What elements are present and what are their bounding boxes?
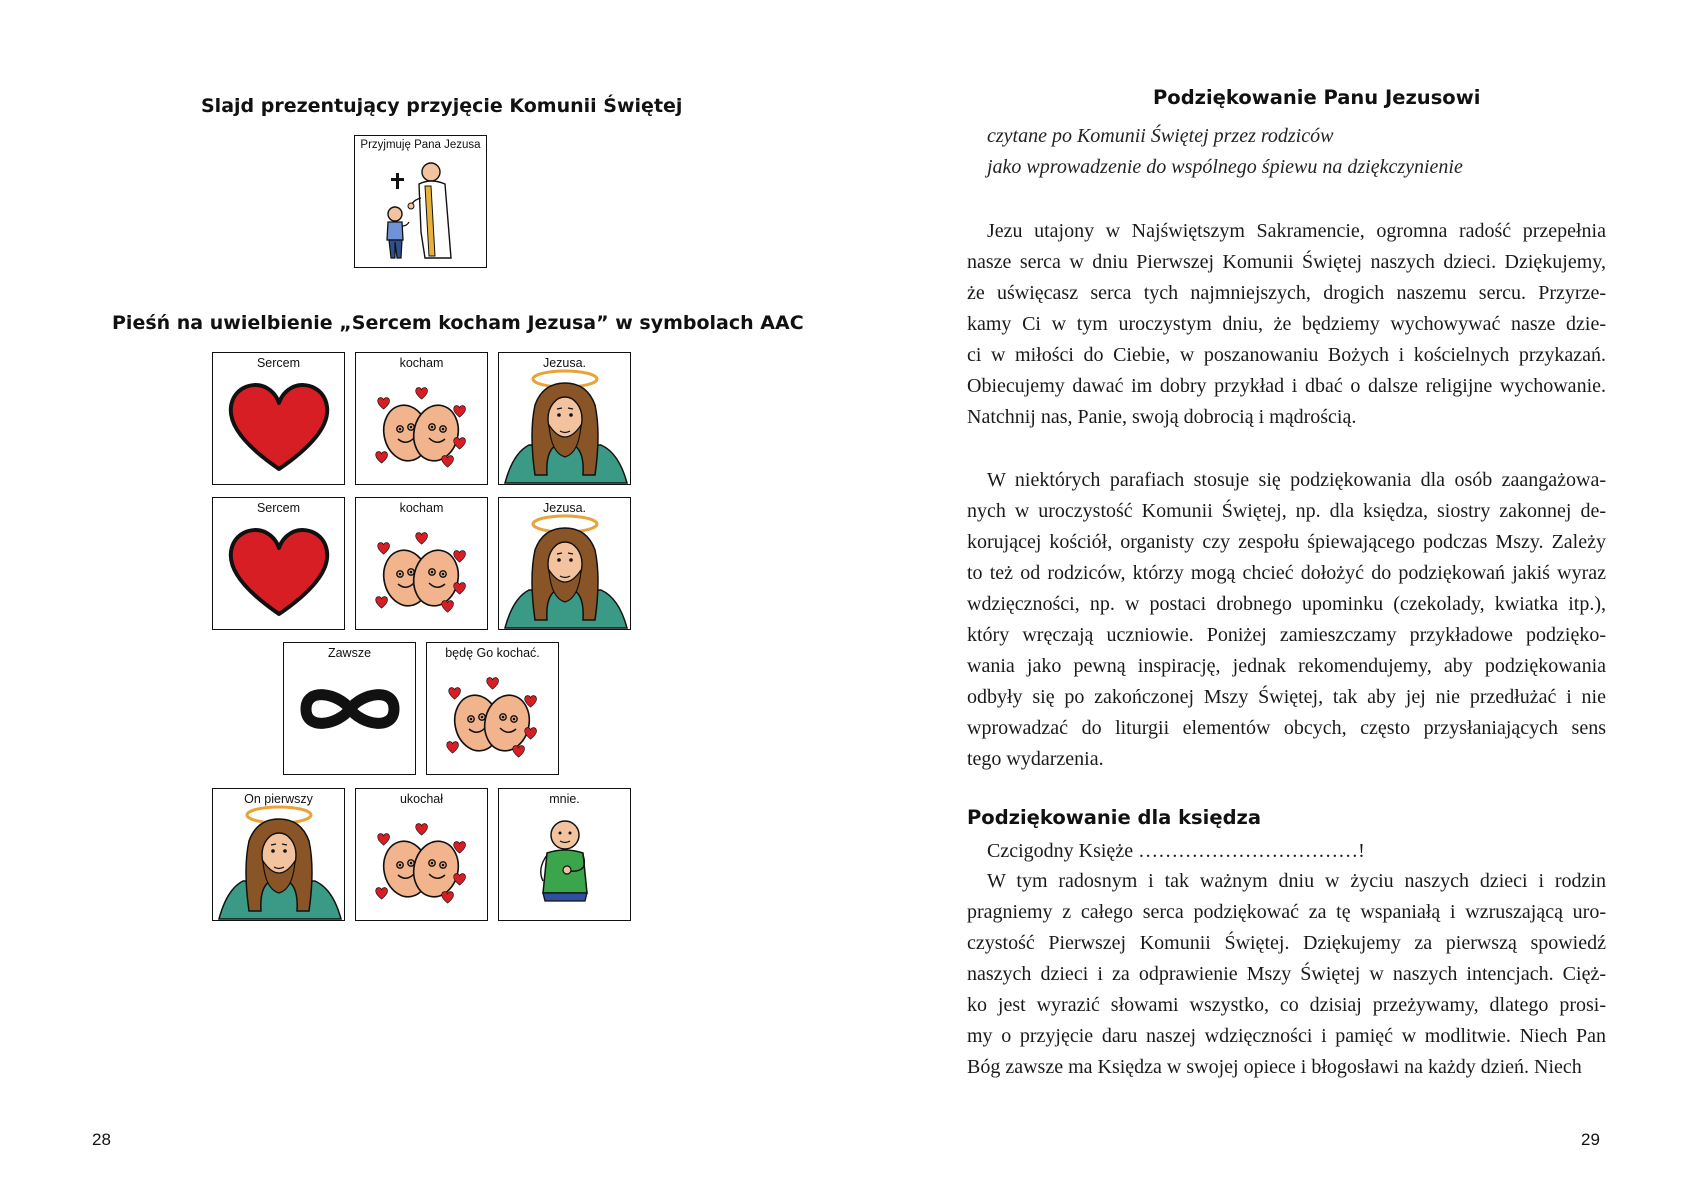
aac-card	[498, 788, 631, 921]
page-number-right: 29	[1581, 1130, 1600, 1149]
paragraph3-line: pragniemy z całego serca podziękować za tę wspaniałą i wzruszającą uro-	[967, 901, 1606, 923]
paragraph2-line: wania jako pewną inspirację, jednak rekomendujemy, aby podziękowania	[967, 655, 1606, 677]
jesus-icon	[499, 353, 631, 485]
paragraph2-line: korującej kościół, organisty czy zespołu śpiewającego podczas Mszy. Zależy	[967, 531, 1606, 553]
aac-card	[355, 352, 488, 485]
aac-card-label: Zawsze	[327, 646, 372, 660]
love-faces-icon	[356, 498, 488, 630]
aac-card-label: ukochał	[399, 792, 444, 806]
aac-card	[498, 352, 631, 485]
paragraph2-line: to też od rodziców, którzy mogą chcieć dołożyć do podziękowań jakiś wyraz	[967, 562, 1606, 584]
jesus-icon	[499, 498, 631, 630]
greeting-line: Czcigodny Księże ……………………………!	[987, 840, 1365, 862]
love-faces-icon	[356, 789, 488, 921]
paragraph3-line: naszych dzieci i za odprawienie Mszy Świętej w naszych intencjach. Cięż-	[967, 963, 1606, 985]
paragraph1-line: Obiecujemy dawać im dobry przykład i dbać o dalsze religijne wychowanie.	[967, 375, 1606, 397]
paragraph1-line: Jezu utajony w Najświętszym Sakramencie, ogromna radość przepełnia	[987, 220, 1606, 242]
aac-card	[212, 497, 345, 630]
aac-card	[498, 497, 631, 630]
aac-card-label: Sercem	[256, 501, 301, 515]
aac-card-label: będę Go kochać.	[445, 646, 540, 660]
right-page-title: Podziękowanie Panu Jezusowi	[1153, 86, 1481, 109]
aac-card-label: mnie.	[549, 792, 580, 806]
aac-card-label: kocham	[399, 356, 444, 370]
heart-icon	[213, 353, 345, 485]
communion-card-label: Przyjmuję Pana Jezusa	[360, 139, 481, 151]
infinity-icon	[284, 643, 416, 775]
paragraph1-line: że uświęcasz serca tych najmniejszych, drogich naszemu sercu. Przyrze-	[967, 282, 1606, 304]
person-pointing-self-icon	[499, 789, 631, 921]
aac-card-label: Sercem	[256, 356, 301, 370]
paragraph2-line: wprowadzać do liturgii elementów obcych, często przysłaniających sens	[967, 717, 1606, 739]
paragraph1-line: kamy Ci w tym uroczystym dniu, że będziemy wychowywać nasze dzie-	[967, 313, 1606, 335]
aac-card	[426, 642, 559, 775]
section-heading-priest: Podziękowanie dla księdza	[967, 806, 1262, 829]
love-faces-icon	[427, 643, 559, 775]
aac-card-label: On pierwszy	[244, 792, 313, 806]
jesus-icon	[213, 789, 345, 921]
heading-communion-slide: Slajd prezentujący przyjęcie Komunii Świętej	[201, 95, 683, 117]
paragraph3-line: czystość Pierwszej Komunii Świętej. Dziękujemy za pierwszą spowiedź	[967, 932, 1606, 954]
aac-card-label: Jezusa.	[542, 356, 587, 370]
communion-card	[354, 135, 487, 268]
paragraph1-line: nasze serca w dniu Pierwszej Komunii Świętej naszych dzieci. Dziękujemy,	[967, 251, 1606, 273]
paragraph2-line: wdzięczności, np. w postaci drobnego upominku (czekolady, kwiatka itp.),	[967, 593, 1606, 615]
subtitle-line-1: czytane po Komunii Świętej przez rodziców	[987, 125, 1334, 147]
aac-card	[212, 788, 345, 921]
aac-card	[355, 788, 488, 921]
heading-song: Pieśń na uwielbienie „Sercem kocham Jezusa” w symbolach AAC	[112, 312, 804, 334]
paragraph3-line: Bóg zawsze ma Księdza w swojej opiece i błogosławi na każdy dzień. Niech	[967, 1056, 1582, 1078]
paragraph3-line: W tym radosnym i tak ważnym dniu w życiu naszych dzieci i rodzin	[987, 870, 1606, 892]
subtitle-line-2: jako wprowadzenie do wspólnego śpiewu na dziękczynienie	[987, 156, 1463, 178]
aac-card-label: Jezusa.	[542, 501, 587, 515]
aac-card-label: kocham	[399, 501, 444, 515]
paragraph2-line: odbyły się po zakończonej Mszy Świętej, tak aby jej nie przedłużać i nie	[967, 686, 1606, 708]
page-number-left: 28	[92, 1130, 111, 1149]
communion-icon	[355, 136, 487, 268]
aac-card	[212, 352, 345, 485]
paragraph2-line: który wręczają uczniowie. Poniżej zamieszczamy przykładowe podzięko-	[967, 624, 1606, 646]
left-page	[0, 0, 842, 1200]
paragraph3-line: ko jest wyrazić słowami wszystko, co dzisiaj przeżywamy, dlatego prosi-	[967, 994, 1606, 1016]
love-faces-icon	[356, 353, 488, 485]
paragraph1-line: ci w miłości do Ciebie, w poszanowaniu Bożych i kościelnych przykazań.	[967, 344, 1606, 366]
paragraph3-line: my o przyjęcie daru naszej wdzięczności i pamięć w modlitwie. Niech Pan	[967, 1025, 1606, 1047]
paragraph2-line: nych w uroczystość Komunii Świętej, np. dla księdza, siostry zakonnej de-	[967, 500, 1606, 522]
paragraph1-line: Natchnij nas, Panie, swoją dobrocią i mądrością.	[967, 406, 1357, 428]
aac-card	[283, 642, 416, 775]
aac-card	[355, 497, 488, 630]
heart-icon	[213, 498, 345, 630]
paragraph2-line: W niektórych parafiach stosuje się podziękowania dla osób zaangażowa-	[987, 469, 1606, 491]
paragraph2-line: tego wydarzenia.	[967, 748, 1104, 770]
